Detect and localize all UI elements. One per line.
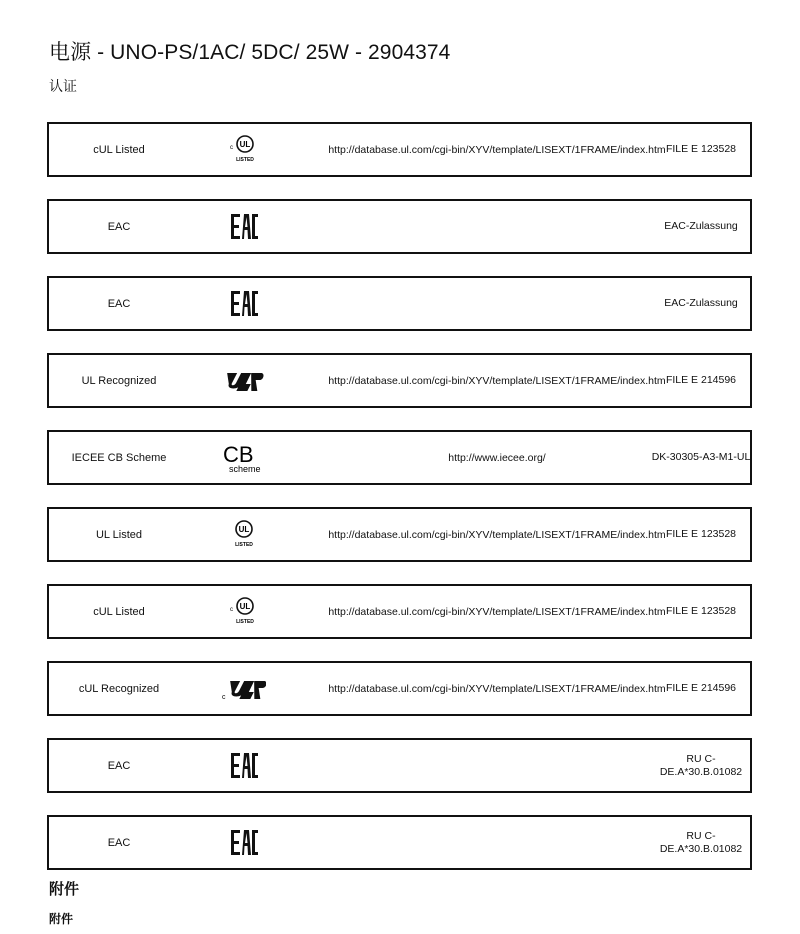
ul-listed-icon <box>219 511 269 559</box>
accessories-subheading: 附件 <box>49 912 74 926</box>
certification-name: cUL Listed <box>93 605 145 618</box>
certification-row <box>47 584 752 639</box>
certification-row <box>47 430 752 485</box>
certification-name: cUL Listed <box>93 143 145 156</box>
certification-name: EAC <box>107 220 131 233</box>
certification-url-link[interactable]: http://database.ul.com/cgi-bin/XYV/template/LISEXT/1FRAME/index.htm <box>328 374 666 387</box>
eac-icon <box>219 742 269 790</box>
svg-text:LISTED: LISTED <box>236 618 254 625</box>
certification-url-link[interactable]: http://database.ul.com/cgi-bin/XYV/template/LISEXT/1FRAME/index.htm <box>328 605 666 618</box>
certification-row <box>47 738 752 793</box>
certification-name: cUL Recognized <box>78 682 160 695</box>
certification-reference: FILE E 123528 <box>665 605 737 617</box>
eac-icon <box>219 819 269 867</box>
svg-text:UL: UL <box>239 139 251 149</box>
certification-row <box>47 122 752 177</box>
eac-icon <box>219 280 269 328</box>
svg-text:c: c <box>230 144 233 151</box>
certification-url-link[interactable]: http://database.ul.com/cgi-bin/XYV/template/LISEXT/1FRAME/index.htm <box>328 528 666 541</box>
certification-row <box>47 507 752 562</box>
certification-reference: FILE E 214596 <box>665 682 737 694</box>
certification-name: UL Recognized <box>81 374 157 387</box>
svg-text:LISTED: LISTED <box>236 156 254 163</box>
certification-name: UL Listed <box>95 528 143 541</box>
cul-listed-icon <box>219 588 269 636</box>
svg-text:LISTED: LISTED <box>235 541 253 548</box>
accessories-heading: 附件 <box>49 881 80 898</box>
certification-name: EAC <box>107 836 131 849</box>
svg-text:c: c <box>222 693 226 701</box>
certification-url-link[interactable]: http://database.ul.com/cgi-bin/XYV/template/LISEXT/1FRAME/index.htm <box>328 143 666 156</box>
ul-recognized-icon <box>219 357 269 405</box>
certification-name: EAC <box>107 759 131 772</box>
certification-url-link[interactable]: http://www.iecee.org/ <box>448 451 546 464</box>
svg-text:c: c <box>230 606 233 613</box>
cb-logo-subtext: scheme <box>229 463 261 474</box>
certification-list <box>47 122 752 892</box>
certification-reference: DK-30305-A3-M1-UL <box>651 451 751 463</box>
certification-row <box>47 353 752 408</box>
certification-reference: RU C-DE.A*30.B.01082 <box>659 829 743 855</box>
cul-recognized-icon <box>219 665 269 713</box>
certification-row <box>47 661 752 716</box>
eac-icon <box>219 203 269 251</box>
certification-row <box>47 276 752 331</box>
cul-listed-icon <box>219 126 269 174</box>
section-heading-certifications: 认证 <box>49 78 77 94</box>
certification-reference: FILE E 214596 <box>665 374 737 386</box>
certification-name: EAC <box>107 297 131 310</box>
certification-row <box>47 815 752 870</box>
certification-reference: FILE E 123528 <box>665 143 737 155</box>
page-title: 电源 - UNO-PS/1AC/ 5DC/ 25W - 2904374 <box>49 41 451 64</box>
cb-scheme-icon <box>219 434 269 482</box>
certification-reference: EAC-Zulassung <box>664 220 738 232</box>
svg-text:UL: UL <box>239 601 251 611</box>
svg-text:UL: UL <box>238 524 250 534</box>
certification-name: IECEE CB Scheme <box>71 451 167 464</box>
certification-reference: EAC-Zulassung <box>664 297 738 309</box>
certification-url-link[interactable]: http://database.ul.com/cgi-bin/XYV/template/LISEXT/1FRAME/index.htm <box>328 682 666 695</box>
certification-row <box>47 199 752 254</box>
certification-reference: RU C-DE.A*30.B.01082 <box>659 752 743 778</box>
cb-logo-text: CB <box>223 441 254 467</box>
certification-reference: FILE E 123528 <box>665 528 737 540</box>
